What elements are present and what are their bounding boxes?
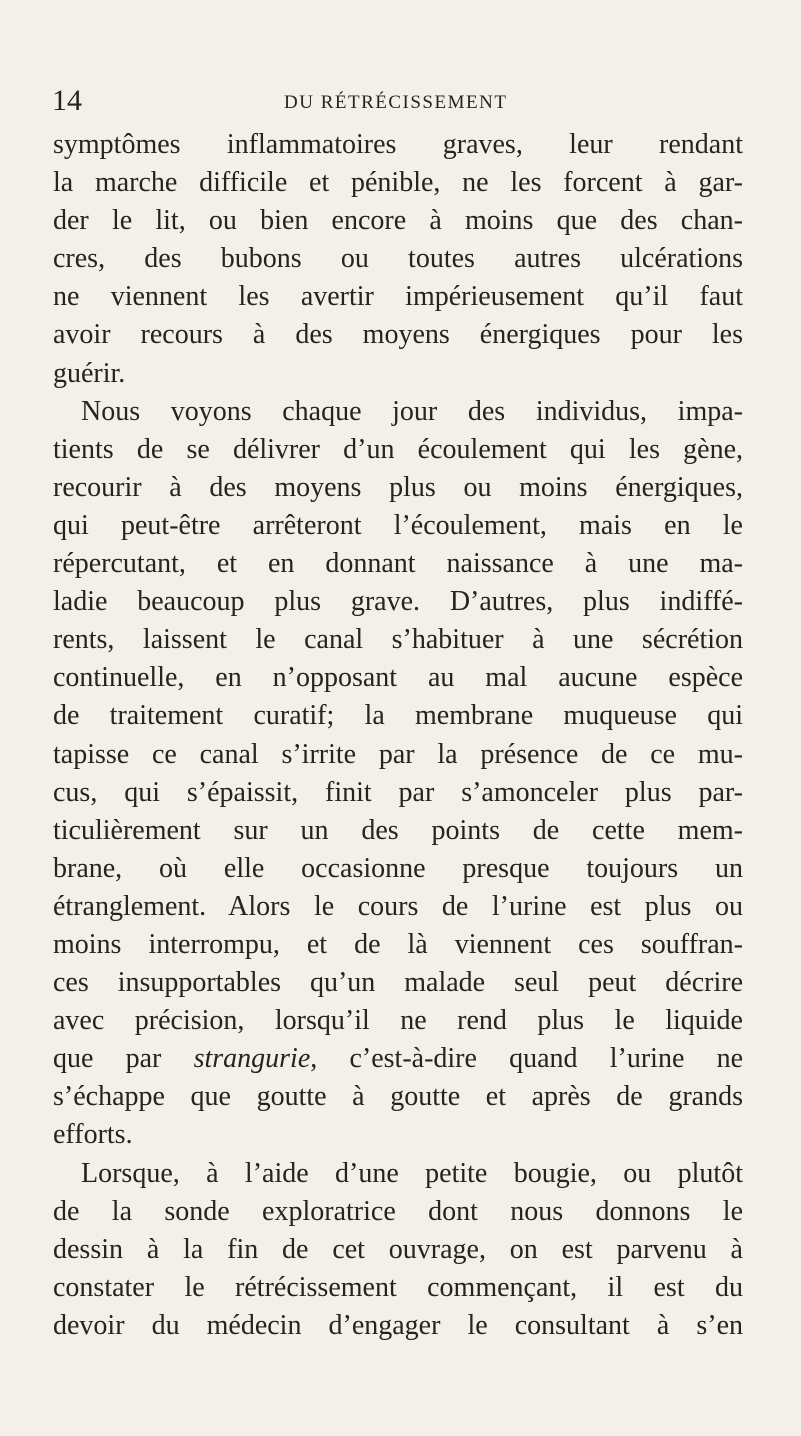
text-segment: que par [53, 1043, 194, 1075]
text-line: de traitement curatif; la membrane muqueuse qui [53, 700, 743, 732]
text-line: constater le rétrécissement commençant, il est du [53, 1271, 743, 1303]
text-line: tapisse ce canal s’irrite par la présence de ce mu- [53, 738, 743, 770]
text-line: s’échappe que goutte à goutte et après de grands [53, 1081, 743, 1113]
text-line: tients de se délivrer d’un écoulement qui les gène, [53, 433, 743, 465]
page-header [52, 86, 742, 116]
text-line: étranglement. Alors le cours de l’urine est plus ou [53, 890, 743, 922]
text-line: de la sonde exploratrice dont nous donnons le [53, 1195, 743, 1227]
text-line: der le lit, ou bien encore à moins que des chan- [53, 205, 743, 237]
running-title: DU RÉTRÉCISSEMENT [284, 92, 508, 113]
text-line: dessin à la fin de cet ouvrage, on est parvenu à [53, 1233, 743, 1265]
text-line: Nous voyons chaque jour des individus, impa- [81, 395, 743, 427]
body-text [53, 126, 743, 1345]
text-line: devoir du médecin d’engager le consultant à s’en [53, 1309, 743, 1341]
text-line: cus, qui s’épaissit, finit par s’amonceler plus par- [53, 776, 743, 808]
text-line: recourir à des moyens plus ou moins énergiques, [53, 471, 743, 503]
italic-term: strangurie [193, 1043, 311, 1075]
page-number: 14 [52, 84, 82, 117]
text-line: brane, où elle occasionne presque toujours un [53, 852, 743, 884]
text-line: efforts. [53, 1119, 133, 1151]
text-line-strangurie [53, 1040, 743, 1078]
text-line: avoir recours à des moyens énergiques pour les [53, 319, 743, 351]
text-line: moins interrompu, et de là viennent ces souffran- [53, 928, 743, 960]
text-line: ticulièrement sur un des points de cette mem- [53, 814, 743, 846]
text-line: ces insupportables qu’un malade seul peut décrire [53, 967, 743, 999]
text-line: cres, des bubons ou toutes autres ulcérations [53, 243, 743, 275]
text-line: la marche difficile et pénible, ne les forcent à gar- [53, 167, 743, 199]
text-line: avec précision, lorsqu’il ne rend plus le liquide [53, 1005, 743, 1037]
text-line: ladie beaucoup plus grave. D’autres, plus indiffé- [53, 586, 743, 618]
text-line: qui peut-être arrêteront l’écoulement, mais en le [53, 509, 743, 541]
text-line: répercutant, et en donnant naissance à une ma- [53, 548, 743, 580]
text-line: ne viennent les avertir impérieusement qu’il faut [53, 281, 743, 313]
text-line: Lorsque, à l’aide d’une petite bougie, ou plutôt [81, 1157, 743, 1189]
text-line: rents, laissent le canal s’habituer à une sécrétion [53, 624, 743, 656]
text-line: guérir. [53, 357, 126, 389]
text-segment: , c’est-à-dire quand l’urine ne [310, 1043, 743, 1075]
text-line: symptômes inflammatoires graves, leur rendant [53, 129, 743, 160]
text-line: continuelle, en n’opposant au mal aucune espèce [53, 662, 743, 694]
